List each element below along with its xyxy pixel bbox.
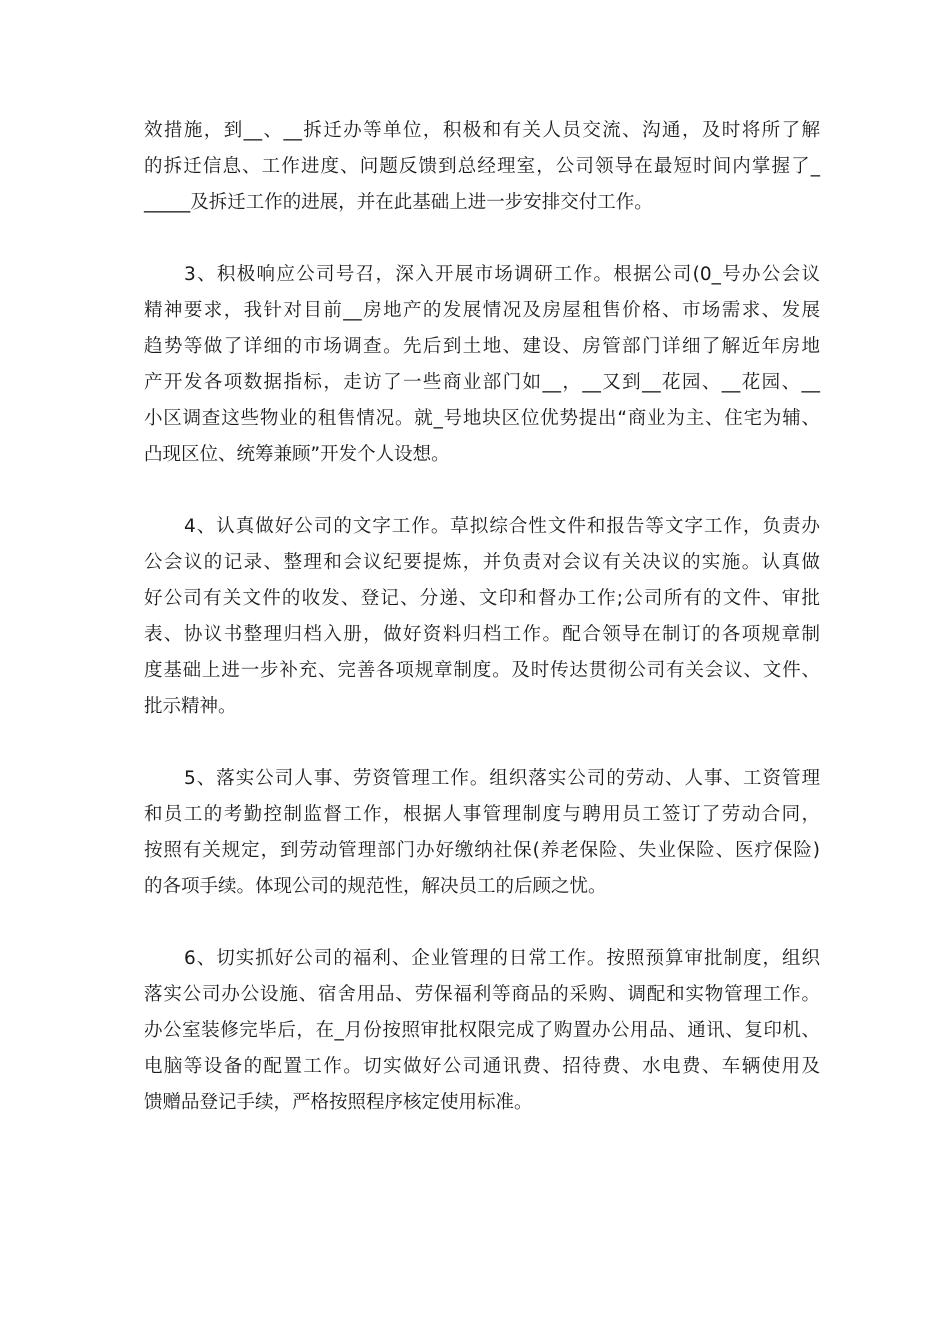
paragraph-continuation <box>144 113 820 221</box>
paragraph-item-6 <box>144 941 820 1121</box>
text-line: 的各项手续。体现公司的规范性，解决员工的后顾之忧。 <box>144 876 607 897</box>
document-body <box>144 113 820 1157</box>
text-line: _____及拆迁工作的进展，并在此基础上进一步安排交付工作。 <box>144 192 653 213</box>
paragraph-item-5 <box>144 761 820 905</box>
text-line: 4、认真做好公司的文字工作。草拟综合性文件和报告等文字工作，负责办 <box>184 516 820 537</box>
text-line: 批示精神。 <box>144 696 237 717</box>
text-line: 5、落实公司人事、劳资管理工作。组织落实公司的劳动、人事、工资管理 <box>184 768 820 789</box>
text-line: 和员工的考勤控制监督工作，根据人事管理制度与聘用员工签订了劳动合同， <box>144 804 820 825</box>
text-line: 效措施，到__、__拆迁办等单位，积极和有关人员交流、沟通，及时将所了解 <box>144 120 820 141</box>
text-line: 按照有关规定，到劳动管理部门办好缴纳社保(养老保险、失业保险、医疗保险) <box>144 840 820 861</box>
text-line: 3、积极响应公司号召，深入开展市场调研工作。根据公司(0_号办公会议 <box>184 264 820 285</box>
text-line: 6、切实抓好公司的福利、企业管理的日常工作。按照预算审批制度，组织 <box>184 948 820 969</box>
text-line: 落实公司办公设施、宿舍用品、劳保福利等商品的采购、调配和实物管理工作。 <box>144 984 820 1005</box>
text-line: 趋势等做了详细的市场调查。先后到土地、建设、房管部门详细了解近年房地 <box>144 336 820 357</box>
text-line: 办公室装修完毕后，在_月份按照审批权限完成了购置办公用品、通讯、复印机、 <box>144 1020 820 1041</box>
text-line: 的拆迁信息、工作进度、问题反馈到总经理室，公司领导在最短时间内掌握了_ <box>144 156 820 177</box>
text-line: 凸现区位、统筹兼顾”开发个人设想。 <box>144 444 450 465</box>
text-line: 表、协议书整理归档入册，做好资料归档工作。配合领导在制订的各项规章制 <box>144 624 820 645</box>
paragraph-item-4 <box>144 509 820 725</box>
text-line: 电脑等设备的配置工作。切实做好公司通讯费、招待费、水电费、车辆使用及 <box>144 1056 820 1077</box>
text-line: 产开发各项数据指标，走访了一些商业部门如__，__又到__花园、__花园、__ <box>144 372 820 393</box>
paragraph-item-3 <box>144 257 820 473</box>
text-line: 好公司有关文件的收发、登记、分递、文印和督办工作;公司所有的文件、审批 <box>144 588 820 609</box>
text-line: 精神要求，我针对目前__房地产的发展情况及房屋租售价格、市场需求、发展 <box>144 300 820 321</box>
text-line: 度基础上进一步补充、完善各项规章制度。及时传达贯彻公司有关会议、文件、 <box>144 660 820 681</box>
text-line: 小区调查这些物业的租售情况。就_号地块区位优势提出“商业为主、住宅为辅、 <box>144 408 820 429</box>
text-line: 馈赠品登记手续，严格按照程序核定使用标准。 <box>144 1092 533 1113</box>
text-line: 公会议的记录、整理和会议纪要提炼，并负责对会议有关决议的实施。认真做 <box>144 552 820 573</box>
